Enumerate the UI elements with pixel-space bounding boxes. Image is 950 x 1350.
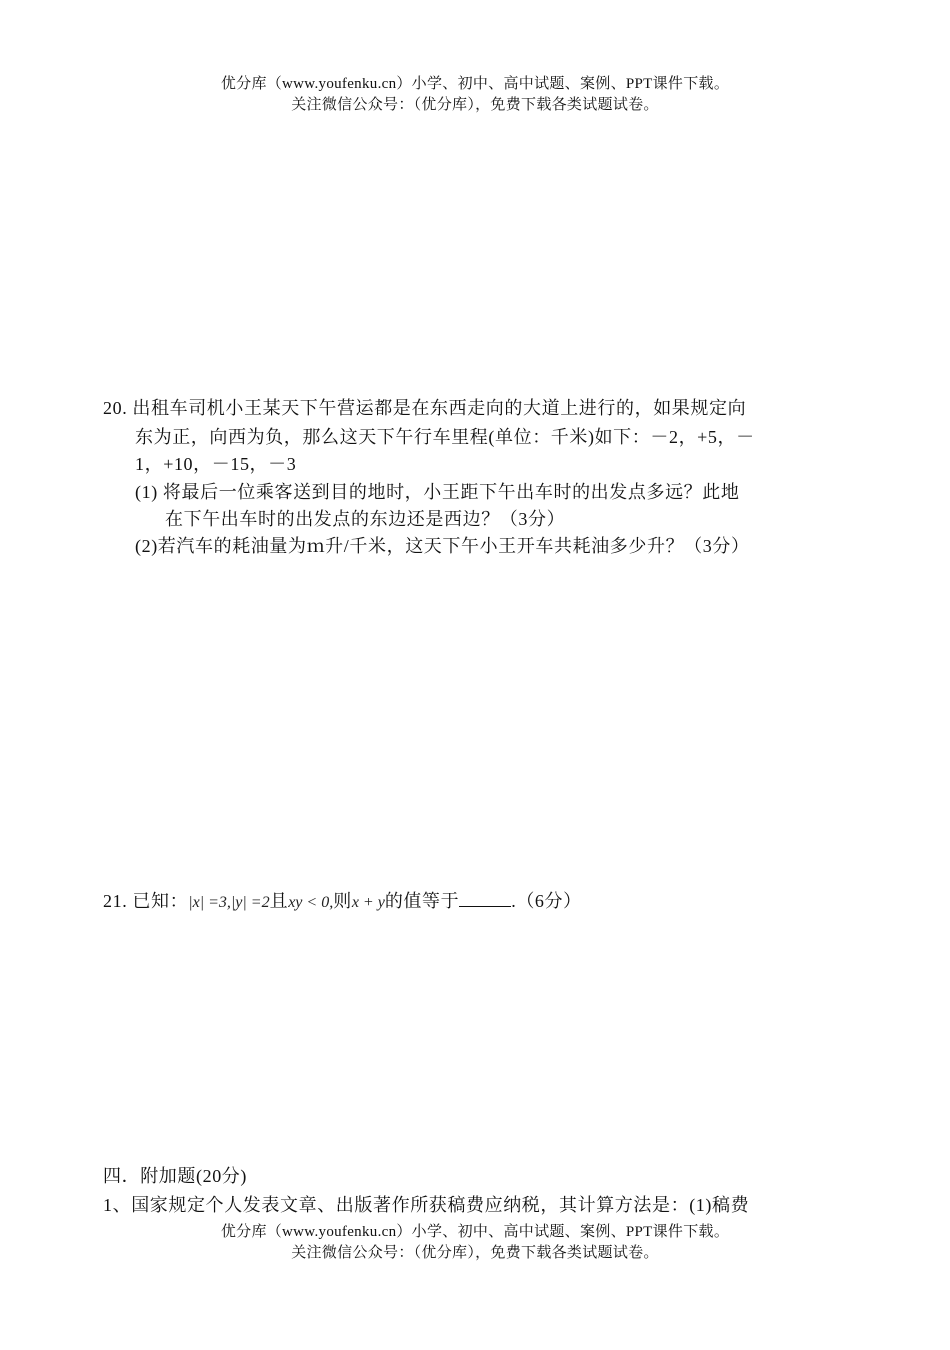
q21-suffix-b: .（6分） (511, 891, 582, 911)
q20-part2: (2)若汽车的耗油量为ｍ升/千米，这天下午小王开车共耗油多少升？（3分） (135, 536, 750, 556)
q20-stem-line-1: 20. 出租车司机小王某天下午营运都是在东西走向的大道上进行的，如果规定向 (103, 398, 747, 418)
header-bottom-line-2: 关注微信公众号：（优分库），免费下载各类试题试卷。 (291, 1245, 659, 1261)
q21-expression: x + y (351, 894, 385, 911)
q21-and: 且 (269, 891, 289, 911)
q21-condition-abs: |x| =3,|y| =2 (188, 894, 270, 911)
q21-condition-product: xy < 0, (288, 894, 334, 911)
q21-then: 则 (333, 891, 352, 911)
section-4-q1-line-1: 1、国家规定个人发表文章、出版著作所获稿费应纳税，其计算方法是：(1)稿费 (103, 1195, 750, 1215)
q21-suffix-a: 的值等于 (384, 891, 460, 911)
answer-blank (459, 888, 511, 907)
q20-stem-line-3: 1，+10，－15，－3 (135, 454, 297, 474)
q21-prefix: 21. 已知： (103, 891, 189, 911)
q20-part1-line-2: 在下午出车时的出发点的东边还是西边？（3分） (165, 509, 566, 529)
header-bottom-line-1: 优分库（www.youfenku.cn）小学、初中、高中试题、案例、PPT课件下载。 (220, 1224, 730, 1240)
question-21 (103, 888, 582, 915)
header-top-line-2: 关注微信公众号：（优分库），免费下载各类试题试卷。 (291, 97, 659, 113)
q20-stem-line-2: 东为正，向西为负，那么这天下午行车里程(单位：千米)如下：－2，+5，－ (135, 427, 755, 447)
header-top-line-1: 优分库（www.youfenku.cn）小学、初中、高中试题、案例、PPT课件下载。 (220, 76, 730, 92)
section-4-title: 四．附加题(20分) (103, 1166, 247, 1186)
q20-part1-line-1: (1) 将最后一位乘客送到目的地时，小王距下午出车时的出发点多远？此地 (135, 482, 740, 502)
